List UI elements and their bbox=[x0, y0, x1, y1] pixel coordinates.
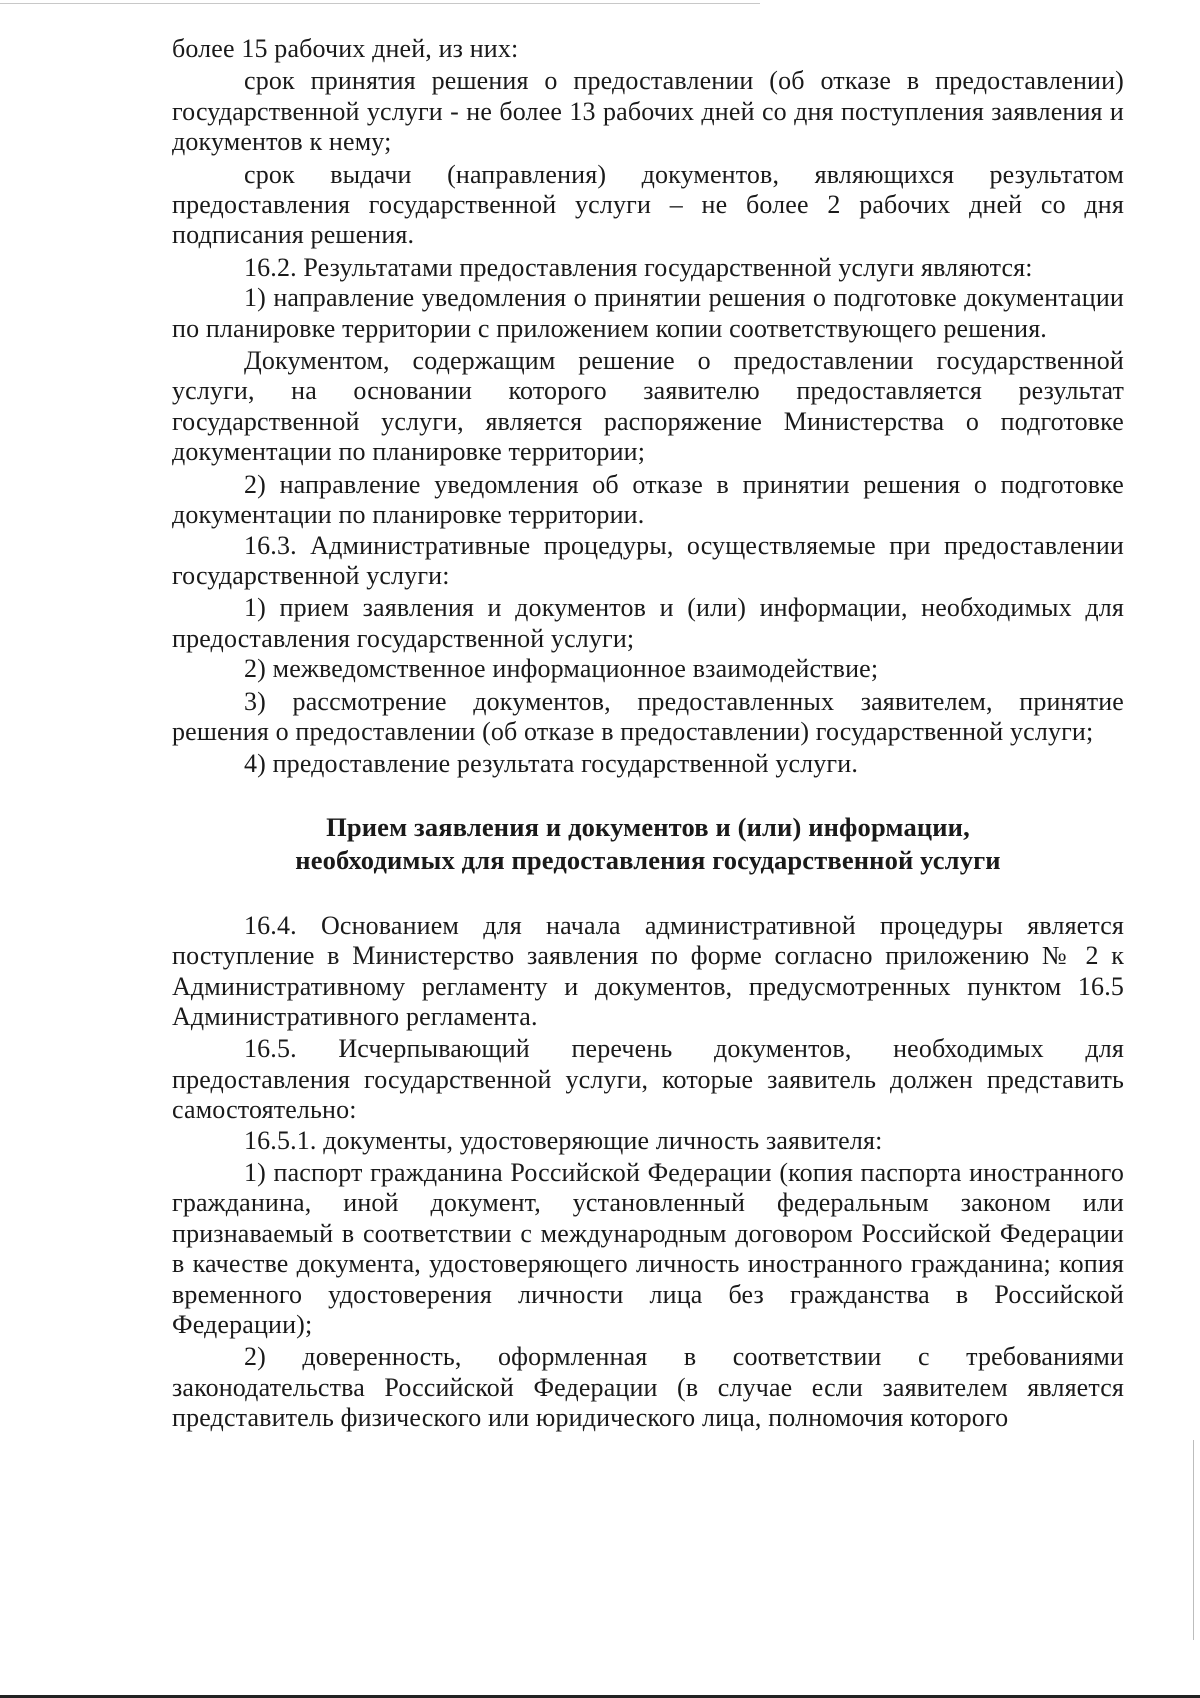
paragraph: 1) паспорт гражданина Российской Федерации (копия паспорта иностранного гражданина, иной документ, установленный федеральным законом или признаваемый в соответствии с международным договором Российской Федерации в качестве документа, удостоверяющего личность иностранного гражданина; копия временного удостоверения личности лица без гражданства в Российской Федерации); bbox=[172, 1158, 1124, 1340]
paragraph: 16.2. Результатами предоставления государственной услуги являются: bbox=[244, 252, 1033, 282]
paragraph: 2) межведомственное информационное взаимодействие; bbox=[244, 654, 879, 684]
paragraph: 2) направление уведомления об отказе в принятии решения о подготовке документации по планировке территории. bbox=[172, 469, 1124, 530]
paragraph: 4) предоставление результата государственной услуги. bbox=[244, 749, 858, 779]
paragraph: Документом, содержащим решение о предоставлении государственной услуги, на основании которого заявителю предоставляется результат государственной услуги, является распоряжение Министерства о подготовке документации по планировке территории; bbox=[172, 346, 1124, 467]
paragraph: 16.5.1. документы, удостоверяющие личность заявителя: bbox=[244, 1125, 883, 1155]
section-heading-line: Прием заявления и документов и (или) информации, bbox=[326, 811, 970, 842]
paragraph: срок принятия решения о предоставлении (об отказе в предоставлении) государственной услуги - не более 13 рабочих дней со дня поступления заявления и документов к нему; bbox=[172, 66, 1124, 157]
paragraph: 16.5. Исчерпывающий перечень документов, необходимых для предоставления государственной услуги, которые заявитель должен представить самостоятельно: bbox=[172, 1034, 1124, 1125]
paragraph: более 15 рабочих дней, из них: bbox=[172, 34, 519, 63]
section-heading bbox=[172, 811, 1124, 877]
document-page bbox=[172, 34, 1124, 1434]
paragraph: срок выдачи (направления) документов, являющихся результатом предоставления государственной услуги – не более 2 рабочих дней со дня подписания решения. bbox=[172, 159, 1124, 250]
paragraph: 2) доверенность, оформленная в соответствии с требованиями законодательства Российской Федерации (в случае если заявителем является представитель физического или юридического лица, полномочия которого bbox=[172, 1342, 1124, 1433]
paragraph: 1) направление уведомления о принятии решения о подготовке документации по планировке территории с приложением копии соответствующего решения. bbox=[172, 283, 1124, 343]
section-heading-line: необходимых для предоставления государственной услуги bbox=[295, 844, 1001, 875]
paragraph: 3) рассмотрение документов, предоставленных заявителем, принятие решения о предоставлении (об отказе в предоставлении) государственной услуги; bbox=[172, 686, 1124, 746]
paragraph: 16.3. Административные процедуры, осуществляемые при предоставлении государственной услуги: bbox=[172, 530, 1124, 590]
paragraph: 1) прием заявления и документов и (или) информации, необходимых для предоставления государственной услуги; bbox=[172, 593, 1124, 653]
paragraph: 16.4. Основанием для начала административной процедуры является поступление в Министерство заявления по форме согласно приложению № 2 к Административному регламенту и документов, предусмотренных пунктом 16.5 Административного регламента. bbox=[172, 910, 1124, 1031]
scan-edge-right bbox=[1193, 1440, 1194, 1640]
scan-edge-top bbox=[0, 3, 760, 4]
